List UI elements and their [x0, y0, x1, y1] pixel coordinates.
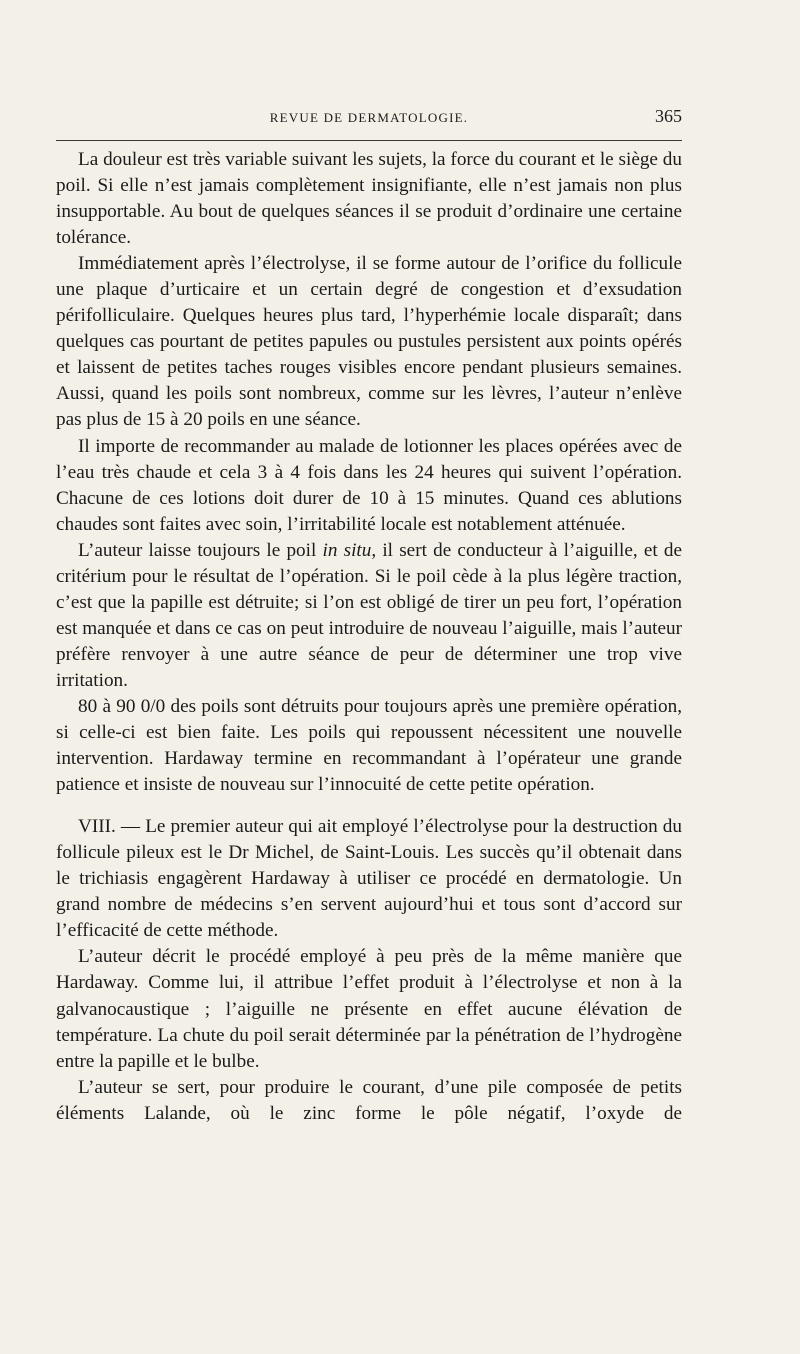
- paragraph: [56, 814, 682, 944]
- paragraph: [56, 1075, 682, 1127]
- paragraph-text: Il importe de recommander au malade de lotionner les places opérées avec de l’eau très chaude et cela 3 à 4 fois dans les 24 heures qui suivent l’opération. Chacune de ces lotions doit durer de 10 à 15 minutes. Quand ces ablutions chaudes sont faites avec soin, l’irritabilité locale est notablement atténuée.: [56, 435, 682, 535]
- paragraph-text: Immédiatement après l’électrolyse, il se forme autour de l’orifice du follicule une plaque d’urticaire et un certain degré de congestion et d’exsudation périfolliculaire. Quelques heures plus tard, l’hyperhémie locale disparaît; dans quelques cas pourtant de petites papules ou pustules persistent aux points opérés et laissent de petites taches rouges visibles encore pendant plusieurs semaines. Aussi, quand les poils sont nombreux, comme sur les lèvres, l’auteur n’enlève pas plus de 15 à 20 poils en une séance.: [56, 253, 682, 431]
- paragraph: [56, 944, 682, 1074]
- paragraph-text: L’auteur laisse toujours le poil: [78, 539, 323, 561]
- paragraph-text: , il sert de conducteur à l’aiguille, et de critérium pour le résultat de l’opération. Si le poil cède à la plus légère traction, c’est que la papille est détruite; si l’on est obligé de tirer un peu fort, l’opération est manquée et dans ce cas on peut introduire de nouveau l’aiguille, mais l’auteur préfère renvoyer à une autre séance de peur de déterminer une trop vive irritation.: [56, 539, 682, 691]
- paragraph: [56, 694, 682, 798]
- header-rule: [56, 140, 682, 141]
- paragraph-text: L’auteur décrit le procédé employé à peu près de la même manière que Hardaway. Comme lui, il attribue l’effet produit à l’électrolyse et non à la galvanocaustique ; l’aiguille ne présente en effet aucune élévation de température. La chute du poil serait déterminée par la pénétration de l’hydrogène entre la papille et le bulbe.: [56, 946, 682, 1072]
- paragraph: [56, 251, 682, 433]
- running-title: REVUE DE DERMATOLOGIE.: [269, 110, 469, 125]
- paragraph: [56, 434, 682, 538]
- body-text: [56, 147, 682, 1127]
- italic-text: in situ: [322, 539, 372, 561]
- paragraph-text: La douleur est très variable suivant les sujets, la force du courant et le siège du poil. Si elle n’est jamais complètement insignifiante, elle n’est jamais non plus insupportable. Au bout de quelques séances il se produit d’ordinaire une certaine tolérance.: [56, 149, 682, 249]
- paragraph-text: VIII. — Le premier auteur qui ait employé l’électrolyse pour la destruction du follicule pileux est le Dr Michel, de Saint-Louis. Les succès qu’il obtenait dans le trichiasis engagèrent Hardaway à utiliser ce procédé en dermatologie. Un grand nombre de médecins s’en servent aujourd’hui et tous sont d’accord sur l’efficacité de cette méthode.: [56, 816, 682, 942]
- paragraph-text: L’auteur se sert, pour produire le courant, d’une pile composée de petits éléments Lalande, où le zinc forme le pôle négatif, l’oxyde de: [56, 1076, 682, 1124]
- paragraph: [56, 147, 682, 251]
- paragraph: [56, 538, 682, 694]
- paragraph-text: 80 à 90 0/0 des poils sont détruits pour toujours après une première opération, si celle-ci est bien faite. Les poils qui repoussent nécessitent une nouvelle intervention. Hardaway termine en recommandant à l’opérateur une grande patience et insiste de nouveau sur l’innocuité de cette petite opération.: [56, 695, 682, 796]
- running-head: [56, 104, 682, 130]
- page-number: 365: [655, 106, 682, 126]
